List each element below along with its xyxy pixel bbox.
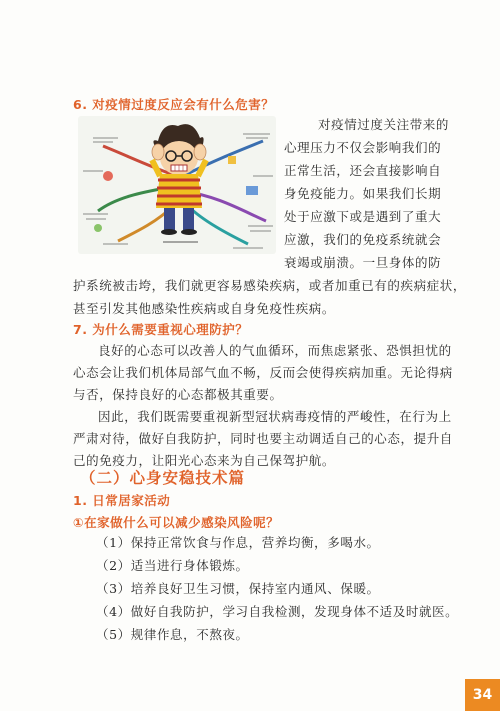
paragraph-line: 处于应激下或是遇到了重大 <box>284 209 442 224</box>
paragraph-line: 正常生活，还会直接影响自 <box>284 163 442 178</box>
question-7-heading: 7. 为什么需要重视心理防护？ <box>73 322 249 337</box>
list-item: （5）规律作息，不熬夜。 <box>96 627 249 642</box>
paragraph-line: 对疫情过度关注带来的 <box>318 117 450 132</box>
paragraph-line: 己的免疫力，让阳光心态来为自己保驾护航。 <box>73 453 336 468</box>
paragraph-line: 心态会让我们机体局部气血不畅，反而会使得疾病加重。无论得病 <box>73 365 453 380</box>
paragraph-line: 甚至引发其他感染性疾病或自身免疫性疾病。 <box>73 301 336 316</box>
paragraph-line: 身免疫能力。如果我们长期 <box>284 186 442 201</box>
page-number: 34 <box>472 687 493 703</box>
paragraph-line: 应激，我们的免疫系统就会 <box>284 232 442 247</box>
subsection-1-heading: 1. 日常居家活动 <box>73 493 171 508</box>
list-item: （2）适当进行身体锻炼。 <box>96 558 249 573</box>
question-6-heading: 6. 对疫情过度反应会有什么危害？ <box>73 97 275 112</box>
paragraph-line: 良好的心态可以改善人的气血循环，而焦虑紧张、恐惧担忧的 <box>98 343 452 358</box>
list-item: （4）做好自我防护，学习自我检测，发现身体不适及时就医。 <box>96 604 459 619</box>
mind-map-illustration <box>78 116 276 254</box>
paragraph-line: 严肃对待，做好自我防护，同时也要主动调适自己的心态，提升自 <box>73 431 453 446</box>
paragraph-line: 因此，我们既需要重视新型冠状病毒疫情的严峻性，在行为上 <box>98 409 452 424</box>
paragraph-line: 心理压力不仅会影响我们的 <box>284 140 442 155</box>
list-item: （3）培养良好卫生习惯，保持室内通风、保暖。 <box>96 581 380 596</box>
paragraph-line: 衰竭或崩溃。一旦身体的防 <box>284 255 442 270</box>
page-number-badge <box>465 679 500 711</box>
subsection-1a-heading: ①在家做什么可以减少感染风险呢？ <box>73 515 280 530</box>
section-heading: （二）心身安稳技术篇 <box>80 469 246 487</box>
paragraph-line: 护系统被击垮，我们就更容易感染疾病，或者加重已有的疾病症状， <box>73 278 467 293</box>
paragraph-line: 与否，保持良好的心态都极其重要。 <box>73 387 283 402</box>
list-item: （1）保持正常饮食与作息，营养均衡，多喝水。 <box>96 535 380 550</box>
